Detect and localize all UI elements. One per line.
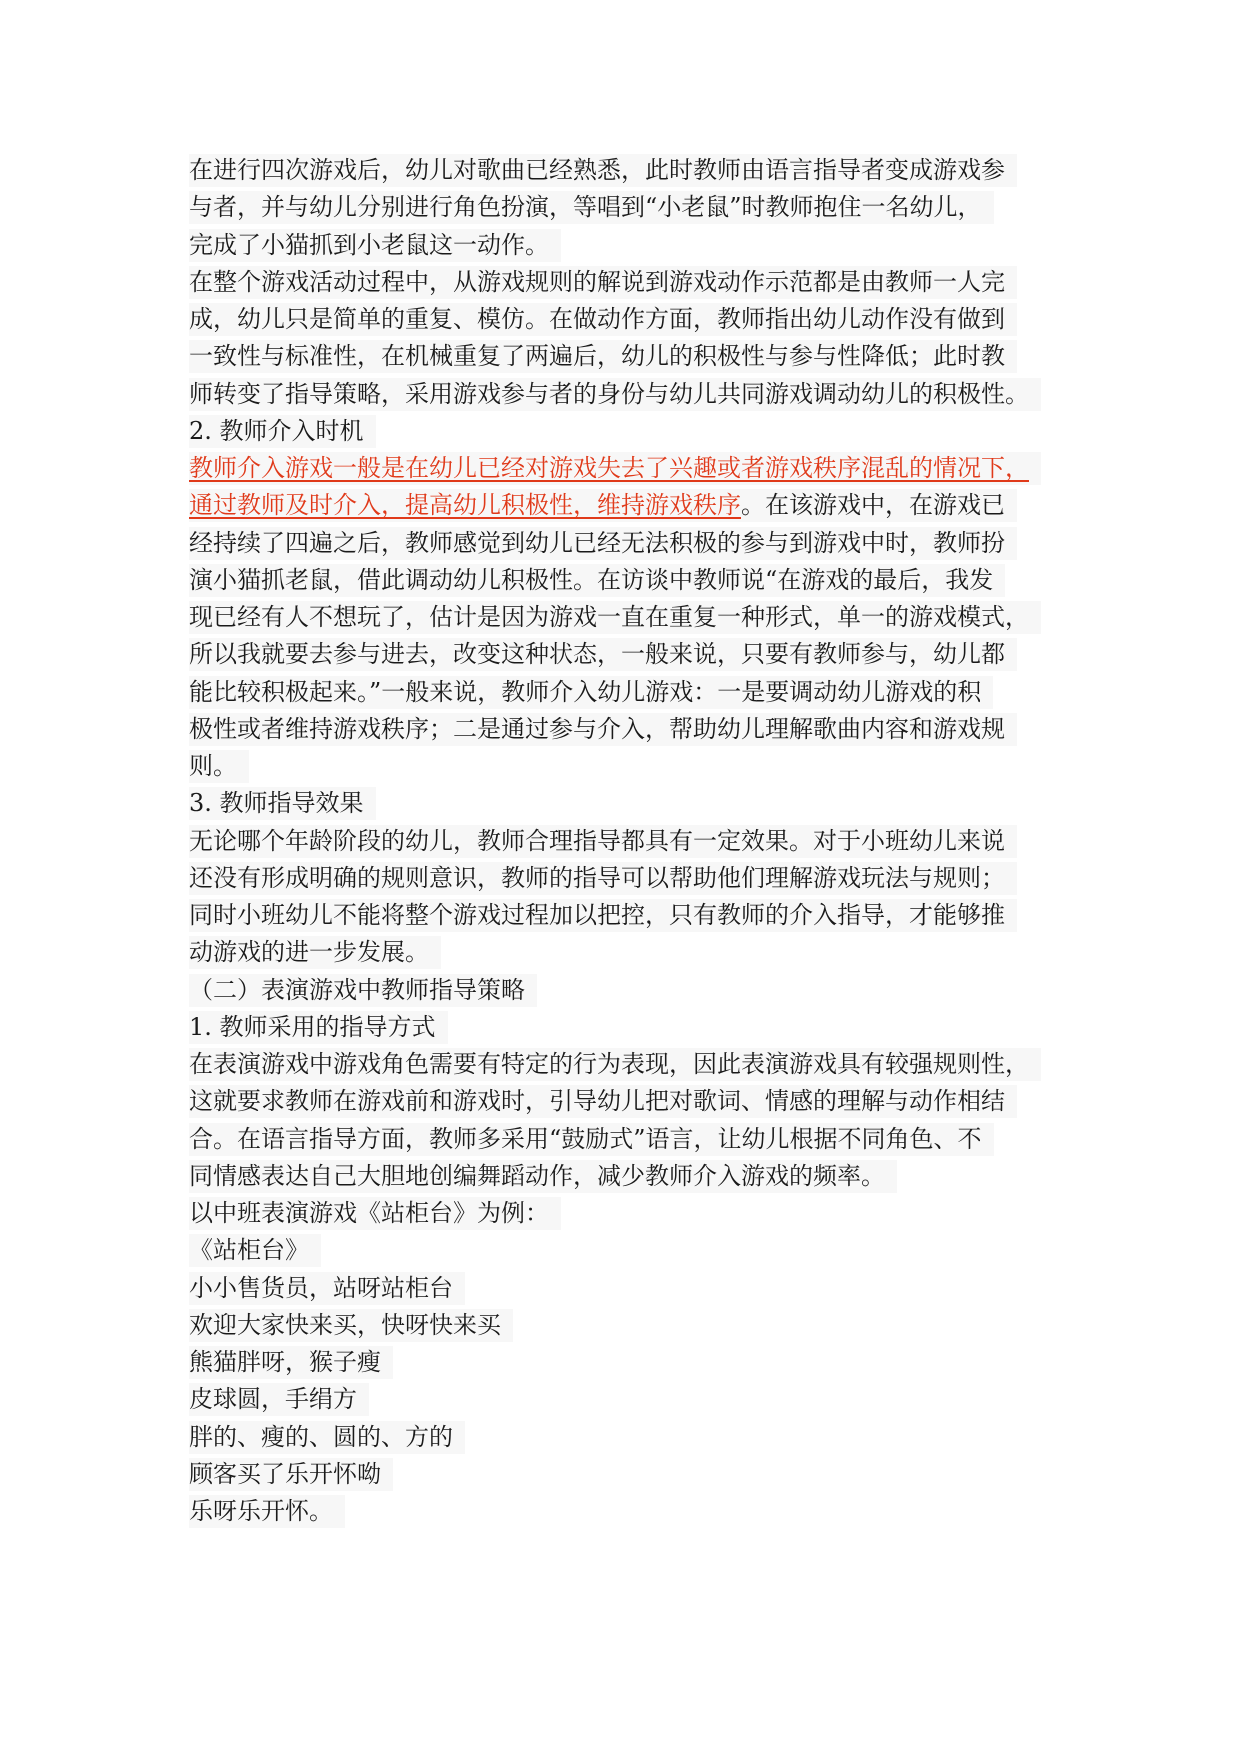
lyric-line: 小小售货员，站呀站柜台 (189, 1270, 1089, 1307)
text-line: 成，幼儿只是简单的重复、模仿。在做动作方面，教师指出幼儿动作没有做到 (189, 301, 1089, 338)
song-lyrics (189, 1232, 1089, 1530)
lyric-line: 熊猫胖呀，猴子瘦 (189, 1344, 1089, 1381)
text-line: 同时小班幼儿不能将整个游戏过程加以把控，只有教师的介入指导，才能够推 (189, 897, 1089, 934)
paragraph (189, 823, 1089, 972)
heading-line: 1. 教师采用的指导方式 (189, 1009, 1089, 1046)
text-line: 以中班表演游戏《站柜台》为例： (189, 1195, 1089, 1232)
text-line: 在进行四次游戏后，幼儿对歌曲已经熟悉，此时教师由语言指导者变成游戏参 (189, 152, 1089, 189)
lyric-line: 皮球圆，手绢方 (189, 1381, 1089, 1418)
lyric-line: 欢迎大家快来买，快呀快来买 (189, 1307, 1089, 1344)
document-body (189, 152, 1089, 1530)
text-line: 师转变了指导策略，采用游戏参与者的身份与幼儿共同游戏调动幼儿的积极性。 (189, 376, 1089, 413)
highlighted-text: 教师介入游戏一般是在幼儿已经对游戏失去了兴趣或者游戏秩序混乱的情况下， (189, 452, 1041, 485)
text-line (189, 450, 1089, 487)
text-line: 演小猫抓老鼠，借此调动幼儿积极性。在访谈中教师说“在游戏的最后，我发 (189, 562, 1089, 599)
line-text: 。在该游戏中，在游戏已 (741, 491, 1005, 520)
lyric-line: 胖的、瘦的、圆的、方的 (189, 1419, 1089, 1456)
text-line: 现已经有人不想玩了，估计是因为游戏一直在重复一种形式，单一的游戏模式， (189, 599, 1089, 636)
text-line: 合。在语言指导方面，教师多采用“鼓励式”语言，让幼儿根据不同角色、不 (189, 1121, 1089, 1158)
text-line (189, 487, 1089, 524)
text-line: 在整个游戏活动过程中，从游戏规则的解说到游戏动作示范都是由教师一人完 (189, 264, 1089, 301)
section-heading (189, 413, 1089, 450)
text-line: 经持续了四遍之后，教师感觉到幼儿已经无法积极的参与到游戏中时，教师扮 (189, 525, 1089, 562)
heading-line: （二）表演游戏中教师指导策略 (189, 972, 1089, 1009)
text-line: 能比较积极起来。”一般来说，教师介入幼儿游戏：一是要调动幼儿游戏的积 (189, 674, 1089, 711)
text-line: 无论哪个年龄阶段的幼儿，教师合理指导都具有一定效果。对于小班幼儿来说 (189, 823, 1089, 860)
text-line: 这就要求教师在游戏前和游戏时，引导幼儿把对歌词、情感的理解与动作相结 (189, 1083, 1089, 1120)
text-line: 极性或者维持游戏秩序；二是通过参与介入，帮助幼儿理解歌曲内容和游戏规 (189, 711, 1089, 748)
text-line: 还没有形成明确的规则意识，教师的指导可以帮助他们理解游戏玩法与规则； (189, 860, 1089, 897)
text-line: 则。 (189, 748, 1089, 785)
text-line: 完成了小猫抓到小老鼠这一动作。 (189, 227, 1089, 264)
heading-line: 2. 教师介入时机 (189, 413, 1089, 450)
section-heading (189, 1009, 1089, 1046)
paragraph (189, 1195, 1089, 1232)
text-line: 所以我就要去参与进去，改变这种状态，一般来说，只要有教师参与，幼儿都 (189, 636, 1089, 673)
lyric-line: 乐呀乐开怀。 (189, 1493, 1089, 1530)
heading-line: 3. 教师指导效果 (189, 785, 1089, 822)
text-line: 动游戏的进一步发展。 (189, 934, 1089, 971)
lyric-line: 顾客买了乐开怀呦 (189, 1456, 1089, 1493)
text-line: 一致性与标准性，在机械重复了两遍后，幼儿的积极性与参与性降低；此时教 (189, 338, 1089, 375)
paragraph (189, 450, 1089, 785)
section-heading (189, 785, 1089, 822)
text-line: 与者，并与幼儿分别进行角色扮演，等唱到“小老鼠”时教师抱住一名幼儿， (189, 189, 1089, 226)
section-heading (189, 972, 1089, 1009)
paragraph (189, 264, 1089, 413)
paragraph (189, 1046, 1089, 1195)
text-line: 在表演游戏中游戏角色需要有特定的行为表现，因此表演游戏具有较强规则性， (189, 1046, 1089, 1083)
highlighted-text: 通过教师及时介入，提高幼儿积极性，维持游戏秩序 (189, 491, 741, 520)
paragraph (189, 152, 1089, 264)
song-title: 《站柜台》 (189, 1232, 1089, 1269)
text-line: 同情感表达自己大胆地创编舞蹈动作，减少教师介入游戏的频率。 (189, 1158, 1089, 1195)
